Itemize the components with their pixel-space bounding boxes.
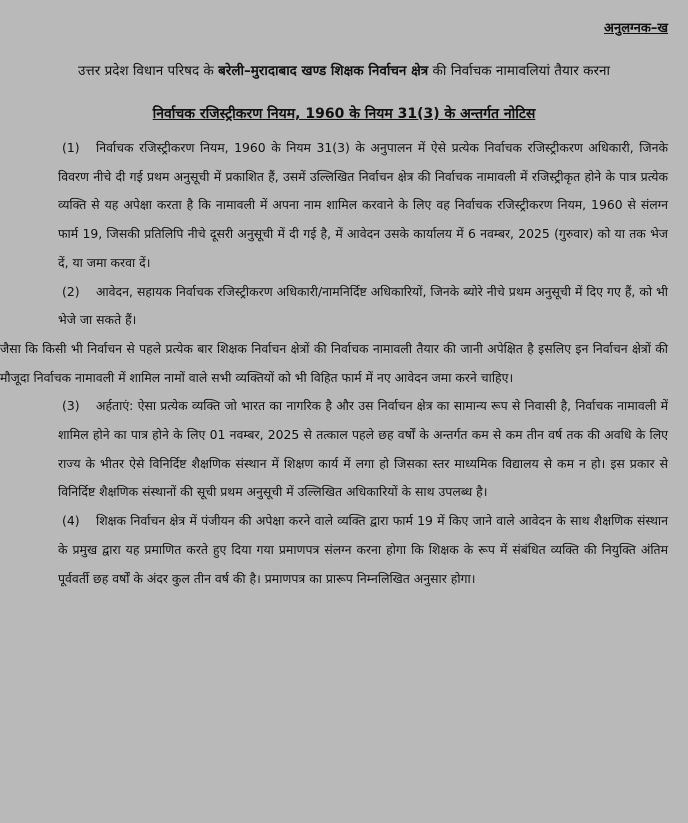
paragraph-text: शिक्षक निर्वाचन क्षेत्र में पंजीयन की अपेक्षा करने वाले व्यक्ति द्वारा फार्म 19 में किए जाने वाले आवेदन के साथ शैक्षणिक संस्थान के प्रमुख द्वारा यह प्रमाणित करते हुए दिया गया प्रमाणपत्र संलग्न करना होगा कि शिक्षक के रूप में संबंधित व्यक्ति की नियुक्ति अंतिम पूर्ववर्ती छह वर्षों के अंदर कुल तीन वर्ष की है। प्रमाणपत्र का प्रारूप निम्नलिखित अनुसार होगा। (58, 513, 668, 586)
document-heading (40, 60, 648, 82)
paragraph-text: आवेदन, सहायक निर्वाचक रजिस्ट्रीकरण अधिकारी/नामनिर्दिष्ट अधिकारियों, जिनके ब्योरे नीचे प्रथम अनुसूची में दिए गए हैं, को भी भेजे जा सकते हैं। (58, 283, 668, 328)
paragraph-number: (2) (62, 283, 80, 299)
paragraph-3 (58, 392, 668, 507)
notice-subheading: निर्वाचक रजिस्ट्रीकरण नियम, 1960 के नियम 31(3) के अन्तर्गत नोटिस (152, 106, 536, 122)
paragraph-4 (58, 507, 668, 593)
paragraph-number: (3) (62, 398, 80, 414)
annex-label: अनुलग्नक–ख (604, 21, 668, 36)
heading-constituency: बरेली–मुरादाबाद खण्ड शिक्षक निर्वाचन क्षेत्र (218, 63, 429, 79)
paragraph-number: (1) (62, 140, 80, 155)
heading-part-1: उत्तर प्रदेश विधान परिषद के (78, 63, 219, 79)
paragraph-text: निर्वाचक रजिस्ट्रीकरण नियम, 1960 के नियम 31(3) के अनुपालन में ऐसे प्रत्येक निर्वाचक रजिस्ट्रीकरण अधिकारी, जिनके विवरण नीचे दी गई प्रथम अनुसूची में प्रकाशित हैं, उसमें उल्लिखित निर्वाचन क्षेत्र की निर्वाचक नामावली में रजिस्ट्रीकृत होने के पात्र प्रत्येक व्यक्ति से यह अपेक्षा करता है कि नामावली में अपना नाम शामिल करवाने के लिए वह निर्वाचक रजिस्ट्रीकरण नियम, 1960 से संलग्न फार्म 19, जिसकी प्रतिलिपि नीचे दूसरी अनुसूची में दी गई है, में आवेदन उसके कार्यालय में 6 नवम्बर, 2025 (गुरुवार) को या तक भेज दें, या जमा करवा दें। (58, 140, 668, 270)
paragraph-text: जैसा कि किसी भी निर्वाचन से पहले प्रत्येक बार शिक्षक निर्वाचन क्षेत्रों की निर्वाचक नामावली तैयार की जानी अपेक्षित है इसलिए इन निर्वाचन क्षेत्रों की मौजूदा निर्वाचक नामावली में शामिल नामों वाले सभी व्यक्तियों को भी विहित फार्म में नए आवेदन जमा करने चाहिए। (0, 340, 668, 385)
paragraph-unnumbered (0, 335, 668, 392)
paragraph-number: (4) (62, 513, 80, 529)
notice-body (0, 134, 668, 593)
paragraph-2 (58, 278, 668, 335)
heading-part-2: की निर्वाचक नामावलियां तैयार करना (428, 63, 610, 79)
paragraph-text: अर्हताएं: ऐसा प्रत्येक व्यक्ति जो भारत का नागरिक है और उस निर्वाचन क्षेत्र का सामान्य रूप से निवासी है, निर्वाचक नामावली में शामिल होने का पात्र होने के लिए 01 नवम्बर, 2025 से तत्काल पहले छह वर्षों के अन्तर्गत कम से कम तीन वर्ष तक की अवधि के लिए राज्य के भीतर ऐसे विनिर्दिष्ट शैक्षणिक संस्थान में शिक्षण कार्य में लगा हो जिसका स्तर माध्यमिक विद्यालय से कम न हो। इस प्रकार से विनिर्दिष्ट शैक्षणिक संस्थानों की सूची प्रथम अनुसूची में उल्लिखित अधिकारियों के साथ उपलब्ध है। (58, 398, 668, 500)
paragraph-1 (58, 134, 668, 278)
